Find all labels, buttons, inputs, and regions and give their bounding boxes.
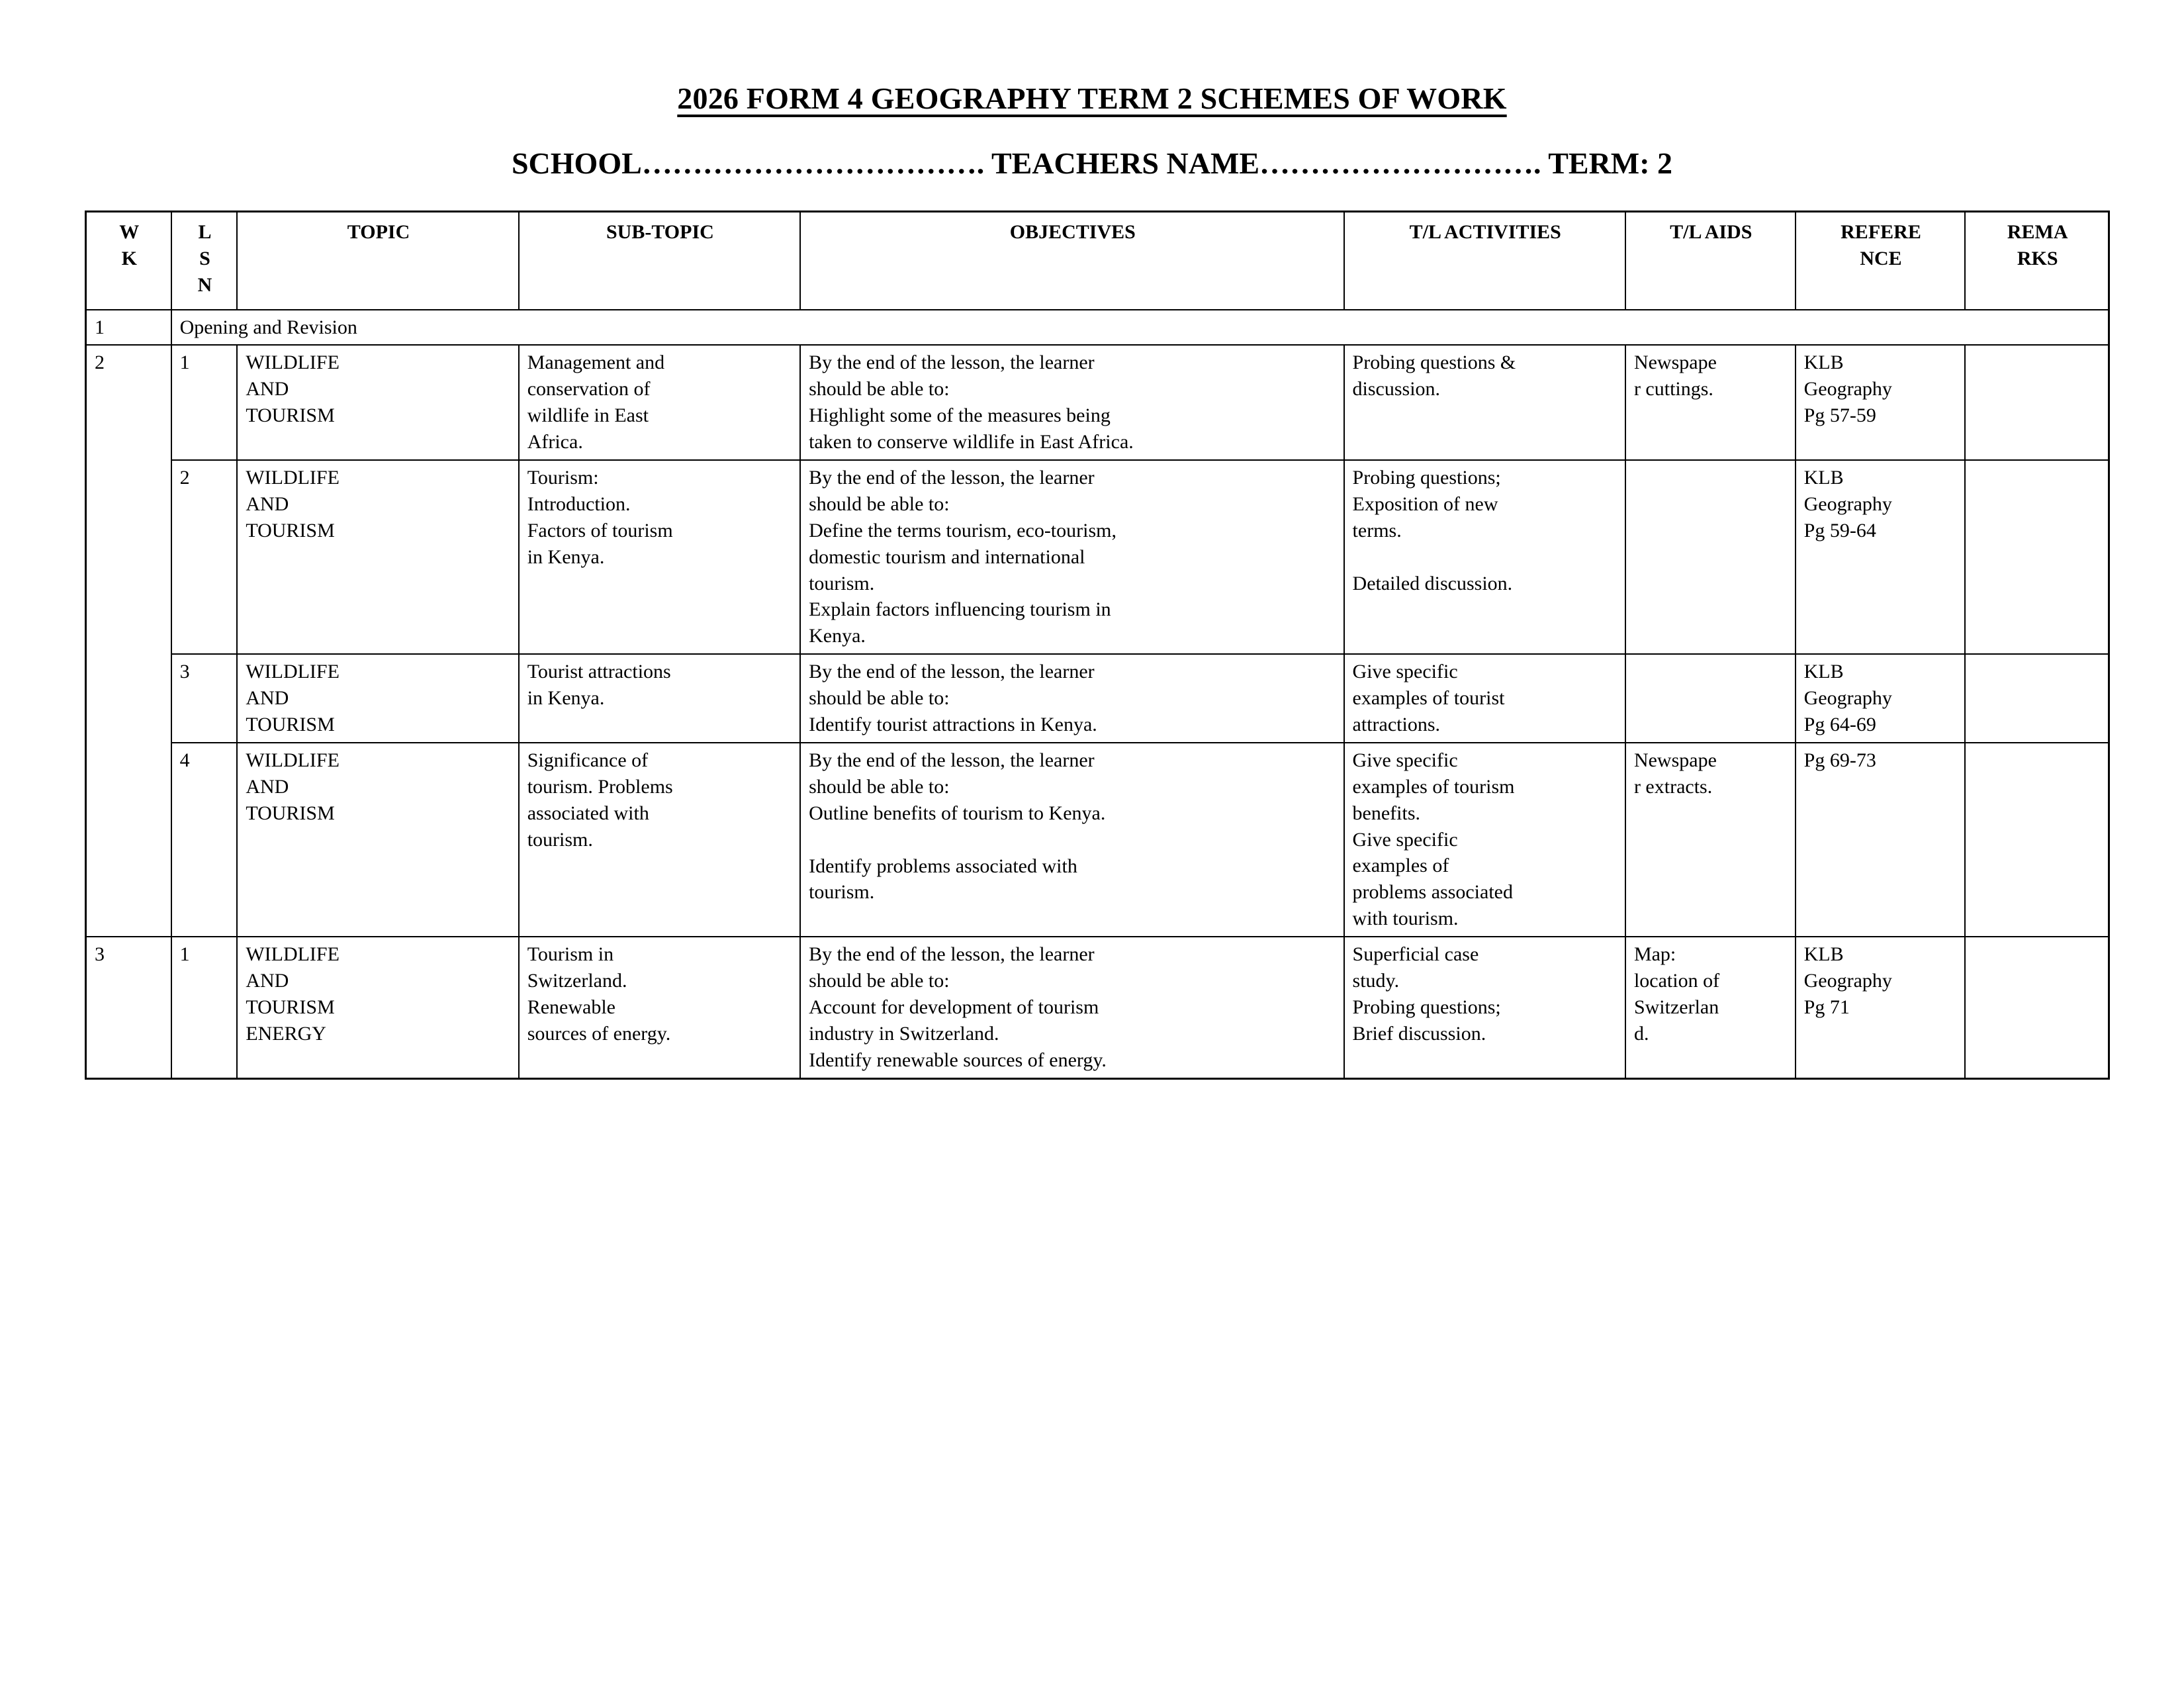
cell-text-line: terms. bbox=[1352, 519, 1402, 541]
page-title bbox=[0, 0, 2184, 114]
cell-text-line: Outline benefits of tourism to Kenya. bbox=[809, 802, 1106, 824]
cell-lesson-number: 1 bbox=[171, 345, 238, 460]
cell-text-line: Introduction. bbox=[527, 492, 631, 515]
header-remarks-line1: REMA bbox=[2007, 221, 2068, 243]
cell-text-line: Pg 57-59 bbox=[1803, 404, 1876, 427]
cell-activities bbox=[1344, 937, 1625, 1078]
cell-aids bbox=[1625, 937, 1796, 1078]
cell-text-line: problems associated bbox=[1352, 881, 1513, 904]
column-header-aids: T/L AIDS bbox=[1625, 212, 1796, 310]
header-lsn-line2: S bbox=[199, 247, 210, 269]
cell-lesson-number: 4 bbox=[171, 743, 238, 937]
table-body bbox=[86, 310, 2109, 1079]
cell-activities bbox=[1344, 460, 1625, 654]
cell-text-line: tourism. bbox=[809, 881, 875, 904]
cell-activities bbox=[1344, 345, 1625, 460]
cell-text-line: Probing questions; bbox=[1352, 466, 1501, 489]
cell-text-line: Geography bbox=[1803, 687, 1892, 710]
cell-text-line: WILDLIFE bbox=[246, 749, 340, 771]
cell-reference bbox=[1796, 654, 1966, 743]
table-row bbox=[86, 743, 2109, 937]
cell-text-line: Pg 64-69 bbox=[1803, 713, 1876, 735]
cell-text-line: WILDLIFE bbox=[246, 661, 340, 683]
cell-text-line: Detailed discussion. bbox=[1352, 572, 1513, 594]
cell-text-line: Map: bbox=[1633, 943, 1676, 966]
cell-text-line: examples of tourist bbox=[1352, 687, 1505, 710]
cell-text-line: TOURISM bbox=[246, 404, 335, 427]
cell-text-line: should be able to: bbox=[809, 969, 950, 992]
cell-subtopic bbox=[519, 743, 800, 937]
cell-text-line: TOURISM bbox=[246, 519, 335, 541]
cell-text-line: tourism. bbox=[809, 572, 875, 594]
table-row bbox=[86, 654, 2109, 743]
cell-text-line: Factors of tourism bbox=[527, 519, 673, 541]
cell-subtopic bbox=[519, 460, 800, 654]
cell-text-line: By the end of the lesson, the learner bbox=[809, 943, 1095, 966]
header-wk-line1: W bbox=[119, 221, 140, 243]
cell-text-line: By the end of the lesson, the learner bbox=[809, 466, 1095, 489]
schemes-of-work-table bbox=[85, 211, 2110, 1080]
cell-text-line: Account for development of tourism bbox=[809, 996, 1099, 1018]
cell-text-line: By the end of the lesson, the learner bbox=[809, 749, 1095, 771]
cell-activities bbox=[1344, 654, 1625, 743]
cell-reference bbox=[1796, 743, 1966, 937]
column-header-remarks bbox=[1965, 212, 2109, 310]
cell-text-line: AND bbox=[246, 378, 289, 400]
cell-week-number: 1 bbox=[86, 310, 171, 346]
cell-text-line: Give specific bbox=[1352, 749, 1458, 771]
cell-text-line: should be able to: bbox=[809, 492, 950, 515]
cell-remarks bbox=[1965, 937, 2109, 1078]
column-header-subtopic: SUB-TOPIC bbox=[519, 212, 800, 310]
table-row bbox=[86, 345, 2109, 460]
cell-remarks bbox=[1965, 743, 2109, 937]
cell-text-line: ENERGY bbox=[246, 1022, 326, 1045]
cell-topic bbox=[237, 345, 518, 460]
cell-text-line: industry in Switzerland. bbox=[809, 1022, 999, 1045]
cell-reference bbox=[1796, 460, 1966, 654]
cell-week-number: 3 bbox=[86, 937, 171, 1078]
cell-lesson-number: 2 bbox=[171, 460, 238, 654]
cell-topic bbox=[237, 743, 518, 937]
cell-text-line: in Kenya. bbox=[527, 687, 605, 710]
cell-text-line: Switzerland. bbox=[527, 969, 627, 992]
cell-objectives bbox=[800, 937, 1343, 1078]
column-header-topic: TOPIC bbox=[237, 212, 518, 310]
cell-remarks bbox=[1965, 460, 2109, 654]
cell-remarks bbox=[1965, 654, 2109, 743]
cell-text-line: d. bbox=[1633, 1022, 1649, 1045]
page-title-text: 2026 FORM 4 GEOGRAPHY TERM 2 SCHEMES OF WORK bbox=[677, 81, 1507, 115]
cell-text-line: r extracts. bbox=[1633, 775, 1713, 798]
cell-text-line: in Kenya. bbox=[527, 545, 605, 568]
table-row-banner bbox=[86, 310, 2109, 346]
cell-subtopic bbox=[519, 654, 800, 743]
cell-text-line: AND bbox=[246, 492, 289, 515]
cell-text-line: By the end of the lesson, the learner bbox=[809, 352, 1095, 374]
cell-text-line: Give specific bbox=[1352, 661, 1458, 683]
cell-text-line: Newspape bbox=[1633, 749, 1717, 771]
cell-text-line bbox=[1353, 544, 1618, 571]
cell-text-line: By the end of the lesson, the learner bbox=[809, 661, 1095, 683]
cell-objectives bbox=[800, 743, 1343, 937]
cell-text-line: KLB bbox=[1803, 943, 1844, 966]
cell-text-line: r cuttings. bbox=[1633, 378, 1713, 400]
cell-text-line: study. bbox=[1352, 969, 1400, 992]
cell-aids bbox=[1625, 743, 1796, 937]
cell-text-line: Management and bbox=[527, 352, 665, 374]
cell-text-line: with tourism. bbox=[1352, 908, 1459, 930]
cell-text-line: KLB bbox=[1803, 466, 1844, 489]
cell-objectives bbox=[800, 345, 1343, 460]
cell-text-line: Exposition of new bbox=[1352, 492, 1498, 515]
cell-reference bbox=[1796, 937, 1966, 1078]
cell-text-line: Switzerlan bbox=[1633, 996, 1719, 1018]
cell-text-line: AND bbox=[246, 687, 289, 710]
header-wk-line2: K bbox=[121, 247, 137, 269]
cell-text-line: Pg 59-64 bbox=[1803, 519, 1876, 541]
cell-text-line: Kenya. bbox=[809, 625, 866, 647]
cell-text-line: examples of tourism bbox=[1352, 775, 1515, 798]
cell-text-line: Superficial case bbox=[1352, 943, 1479, 966]
cell-text-line: conservation of bbox=[527, 378, 651, 400]
header-lsn-line1: L bbox=[198, 221, 212, 243]
cell-topic bbox=[237, 460, 518, 654]
cell-activities bbox=[1344, 743, 1625, 937]
cell-text-line: AND bbox=[246, 775, 289, 798]
cell-text-line: KLB bbox=[1803, 661, 1844, 683]
cell-text-line: Renewable bbox=[527, 996, 615, 1018]
header-reference-line1: REFERE bbox=[1841, 221, 1921, 243]
cell-text-line: WILDLIFE bbox=[246, 943, 340, 966]
cell-text-line: Newspape bbox=[1633, 352, 1717, 374]
column-header-reference bbox=[1796, 212, 1966, 310]
cell-text-line: Identify problems associated with bbox=[809, 855, 1077, 877]
cell-text-line: Probing questions; bbox=[1352, 996, 1501, 1018]
cell-text-line: associated with bbox=[527, 802, 649, 824]
cell-text-line: discussion. bbox=[1352, 378, 1441, 400]
cell-text-line: should be able to: bbox=[809, 378, 950, 400]
cell-text-line: Africa. bbox=[527, 431, 583, 453]
table-row bbox=[86, 937, 2109, 1078]
cell-reference bbox=[1796, 345, 1966, 460]
cell-text-line: Geography bbox=[1803, 492, 1892, 515]
cell-text-line: TOURISM bbox=[246, 713, 335, 735]
cell-text-line: WILDLIFE bbox=[246, 466, 340, 489]
cell-text-line: Tourist attractions bbox=[527, 661, 671, 683]
cell-text-line: taken to conserve wildlife in East Africa. bbox=[809, 431, 1134, 453]
cell-text-line: AND bbox=[246, 969, 289, 992]
cell-text-line: TOURISM bbox=[246, 996, 335, 1018]
cell-text-line: Geography bbox=[1803, 969, 1892, 992]
column-header-objectives: OBJECTIVES bbox=[800, 212, 1343, 310]
cell-text-line bbox=[809, 827, 1336, 853]
cell-aids bbox=[1625, 460, 1796, 654]
cell-lesson-number: 3 bbox=[171, 654, 238, 743]
header-reference-line2: NCE bbox=[1860, 247, 1902, 269]
cell-text-line: sources of energy. bbox=[527, 1022, 671, 1045]
cell-topic bbox=[237, 937, 518, 1078]
cell-text-line: Highlight some of the measures being bbox=[809, 404, 1111, 427]
cell-text-line: Pg 69-73 bbox=[1803, 749, 1876, 771]
cell-opening-and-revision: Opening and Revision bbox=[171, 310, 2109, 346]
cell-text-line: should be able to: bbox=[809, 687, 950, 710]
cell-text-line: Tourism: bbox=[527, 466, 599, 489]
table-header-row bbox=[86, 212, 2109, 310]
cell-text-line: Significance of bbox=[527, 749, 649, 771]
cell-text-line: domestic tourism and international bbox=[809, 545, 1085, 568]
table-row bbox=[86, 460, 2109, 654]
cell-text-line: WILDLIFE bbox=[246, 352, 340, 374]
cell-topic bbox=[237, 654, 518, 743]
cell-text-line: location of bbox=[1633, 969, 1720, 992]
cell-text-line: wildlife in East bbox=[527, 404, 649, 427]
cell-text-line: should be able to: bbox=[809, 775, 950, 798]
header-lsn-line3: N bbox=[197, 273, 212, 296]
cell-text-line: Identify tourist attractions in Kenya. bbox=[809, 713, 1097, 735]
cell-text-line: Give specific bbox=[1352, 828, 1458, 851]
cell-text-line: Brief discussion. bbox=[1352, 1022, 1486, 1045]
cell-text-line: TOURISM bbox=[246, 802, 335, 824]
cell-text-line: tourism. bbox=[527, 828, 593, 851]
cell-text-line: Define the terms tourism, eco-tourism, bbox=[809, 519, 1116, 541]
cell-objectives bbox=[800, 654, 1343, 743]
cell-text-line: benefits. bbox=[1352, 802, 1421, 824]
cell-text-line: Geography bbox=[1803, 378, 1892, 400]
cell-subtopic bbox=[519, 937, 800, 1078]
document-subtitle: SCHOOL……………………………. TEACHERS NAME………………………. TERM: 2 bbox=[511, 146, 1673, 180]
cell-text-line: examples of bbox=[1352, 855, 1449, 877]
cell-text-line: tourism. Problems bbox=[527, 775, 673, 798]
cell-text-line: KLB bbox=[1803, 352, 1844, 374]
cell-text-line: Identify renewable sources of energy. bbox=[809, 1049, 1107, 1071]
column-header-lsn bbox=[171, 212, 238, 310]
cell-week-number: 2 bbox=[86, 345, 171, 937]
cell-remarks bbox=[1965, 345, 2109, 460]
cell-aids bbox=[1625, 345, 1796, 460]
cell-subtopic bbox=[519, 345, 800, 460]
cell-text-line: Explain factors influencing tourism in bbox=[809, 598, 1111, 621]
cell-lesson-number: 1 bbox=[171, 937, 238, 1078]
column-header-wk bbox=[86, 212, 171, 310]
cell-text-line: Tourism in bbox=[527, 943, 614, 966]
cell-aids bbox=[1625, 654, 1796, 743]
cell-objectives bbox=[800, 460, 1343, 654]
cell-text-line: Pg 71 bbox=[1803, 996, 1850, 1018]
column-header-activities: T/L ACTIVITIES bbox=[1344, 212, 1625, 310]
header-remarks-line2: RKS bbox=[2017, 247, 2058, 269]
cell-text-line: attractions. bbox=[1352, 713, 1440, 735]
cell-text-line: Probing questions & bbox=[1352, 352, 1516, 374]
table-header bbox=[86, 212, 2109, 310]
